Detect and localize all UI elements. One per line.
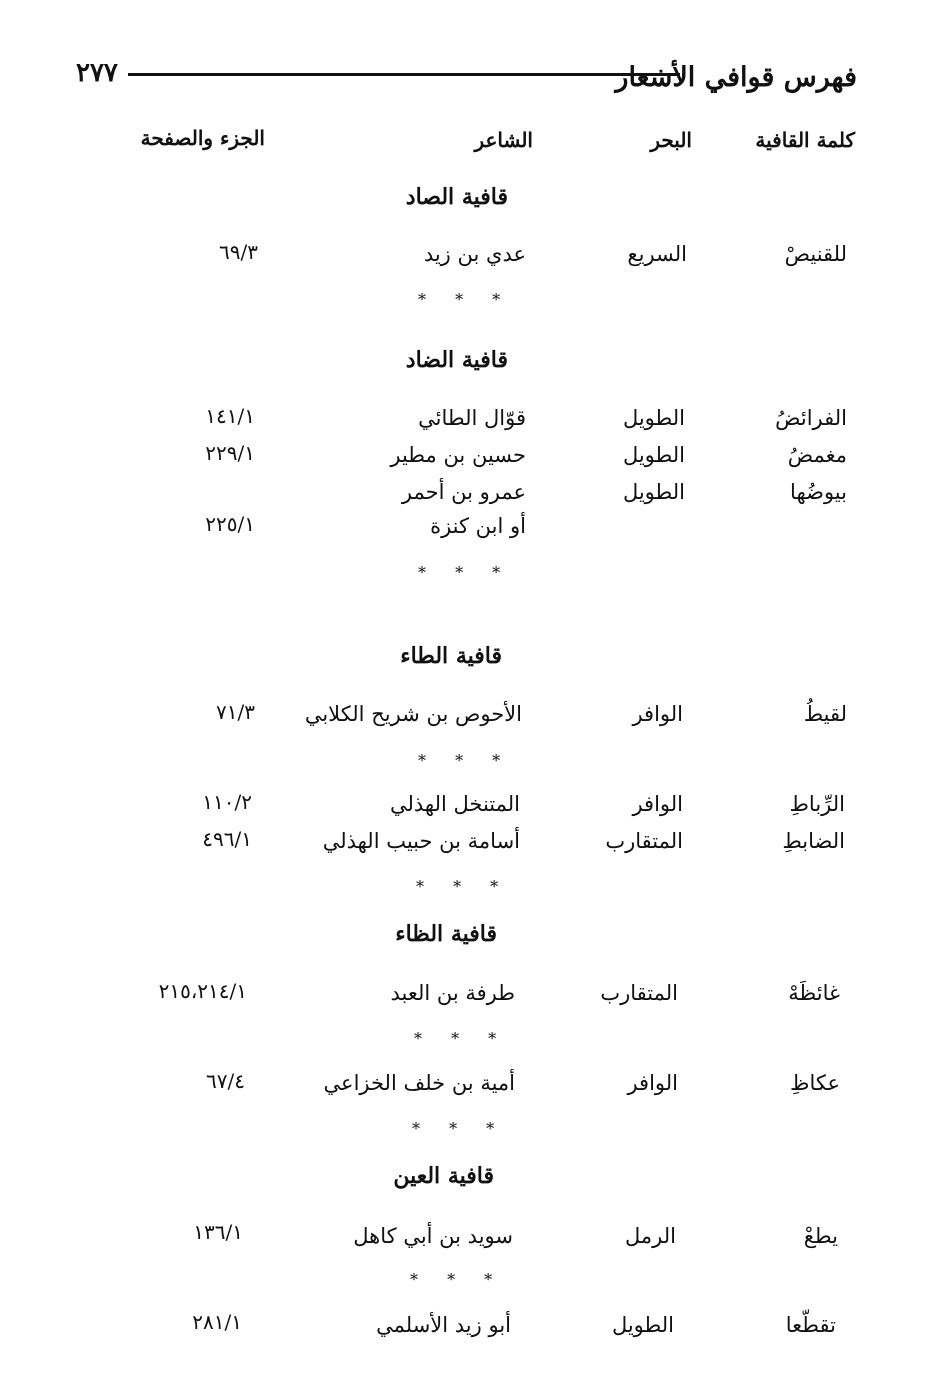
poet: قوّال الطائي — [418, 406, 526, 430]
section-title: قافية الظاء — [395, 921, 497, 947]
volume-page: ٦٧/٤ — [206, 1069, 245, 1093]
rhyme-word: غائظَهْ — [788, 981, 840, 1005]
rhyme-word: بيوضُها — [790, 480, 847, 504]
rhyme-word: الضابطِ — [782, 829, 845, 853]
volume-page: ٢٢٥/١ — [205, 512, 255, 536]
column-header-ref: الجزء والصفحة — [140, 126, 265, 150]
meter: المتقارب — [605, 829, 683, 853]
poet: أبو زيد الأسلمي — [376, 1313, 511, 1337]
column-header-meter: البحر — [650, 128, 692, 152]
meter: الوافر — [632, 792, 683, 816]
volume-page: ٢١٥،٢١٤/١ — [158, 979, 247, 1003]
rhyme-word: الرِّباطِ — [789, 792, 845, 816]
section-title: قافية الصاد — [405, 184, 508, 210]
rhyme-word: عكاظِ — [790, 1071, 840, 1095]
column-header-rhyme: كلمة القافية — [755, 128, 855, 152]
meter: الوافر — [627, 1071, 678, 1095]
meter: الرمل — [625, 1224, 676, 1248]
poet: أو ابن كنزة — [430, 514, 526, 538]
poet: أمية بن خلف الخزاعي — [323, 1071, 515, 1095]
volume-page: ٧١/٣ — [216, 700, 255, 724]
volume-page: ١٤١/١ — [205, 404, 255, 428]
volume-page: ٢٨١/١ — [192, 1310, 242, 1334]
section-divider: * * * — [418, 751, 513, 770]
poet: طرفة بن العبد — [390, 981, 515, 1005]
volume-page: ٢٢٩/١ — [205, 441, 255, 465]
section-divider: * * * — [410, 1270, 505, 1289]
poet: عمرو بن أحمر — [401, 480, 526, 504]
meter: الوافر — [632, 702, 683, 726]
rhyme-word: تقطّعا — [785, 1313, 836, 1337]
meter: الطويل — [622, 443, 685, 467]
poet: الأحوص بن شريح الكلابي — [304, 702, 522, 726]
poet: سويد بن أبي كاهل — [353, 1224, 513, 1248]
meter: الطويل — [622, 406, 685, 430]
poet: حسين بن مطير — [390, 443, 526, 467]
meter: المتقارب — [600, 981, 678, 1005]
poet: عدي بن زيد — [423, 242, 526, 266]
rhyme-word: يطعْ — [803, 1224, 838, 1248]
section-divider: * * * — [412, 1119, 507, 1138]
volume-page: ١١٠/٢ — [202, 790, 252, 814]
poet: المتنخل الهذلي — [389, 792, 520, 816]
header-rule — [128, 73, 680, 76]
volume-page: ٤٩٦/١ — [202, 827, 252, 851]
meter: السريع — [627, 242, 687, 266]
meter: الطويل — [622, 480, 685, 504]
section-divider: * * * — [414, 1029, 509, 1048]
page-number: ٢٧٧ — [76, 58, 118, 88]
section-divider: * * * — [418, 563, 513, 582]
meter: الطويل — [611, 1313, 674, 1337]
column-header-poet: الشاعر — [474, 128, 533, 152]
rhyme-word: للقنيصْ — [784, 242, 847, 266]
section-divider: * * * — [416, 877, 511, 896]
rhyme-word: لقيطُ — [803, 702, 847, 726]
page-title: فهرس قوافي الأشعار — [615, 62, 857, 93]
rhyme-word: مغمضُ — [787, 443, 847, 467]
volume-page: ١٣٦/١ — [193, 1220, 243, 1244]
section-title: قافية العين — [393, 1163, 494, 1189]
volume-page: ٦٩/٣ — [219, 240, 258, 264]
section-divider: * * * — [418, 290, 513, 309]
poet: أسامة بن حبيب الهذلي — [322, 829, 520, 853]
rhyme-word: الفرائضُ — [775, 406, 847, 430]
section-title: قافية الضاد — [405, 347, 508, 373]
section-title: قافية الطاء — [400, 643, 502, 669]
